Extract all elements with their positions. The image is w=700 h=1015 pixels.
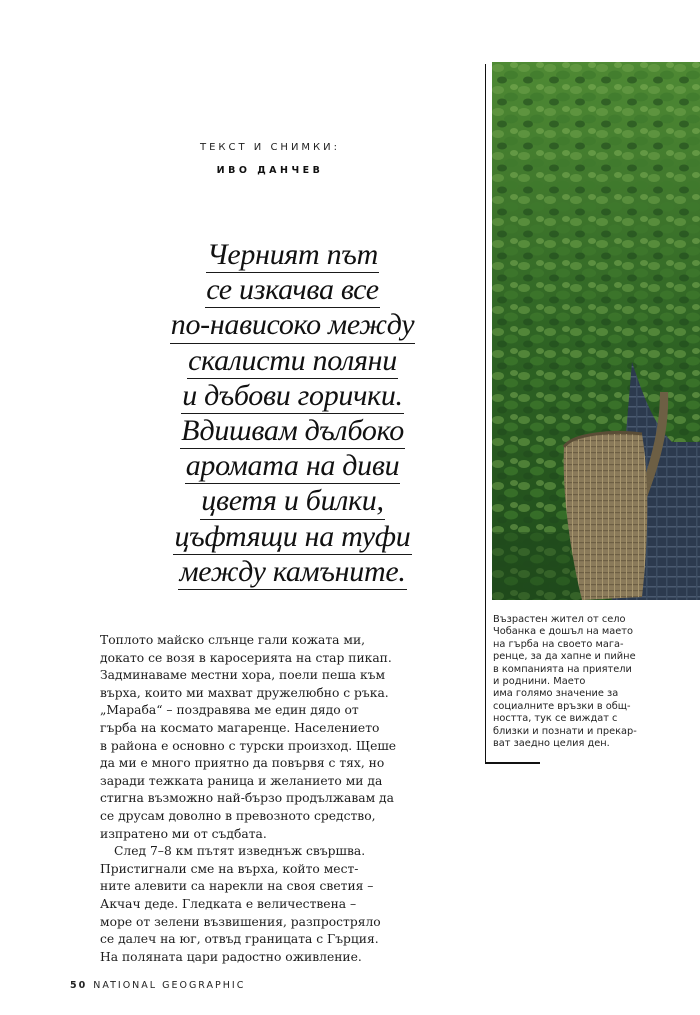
caption-rule [485, 762, 540, 764]
body-line: докато се возя в каросерията на стар пикап. [100, 650, 392, 665]
caption-line: ват заедно целия ден. [493, 738, 610, 750]
credit-label: ТЕКСТ И СНИМКИ: [199, 142, 340, 153]
caption-line: на гърба на своето мага- [493, 638, 624, 650]
body-line: стигна възможно най-бързо продължавам да [100, 791, 394, 806]
caption-line: и роднини. Маето [493, 676, 586, 688]
pull-quote-line: аромата на диви [185, 449, 401, 484]
body-line: се друсам доволно в превозното средство, [100, 808, 376, 823]
caption-line: има голямо значение за [493, 688, 619, 700]
article-paragraph [100, 843, 472, 966]
page-footer [70, 980, 245, 991]
pull-quote-line: Вдишвам дълбоко [180, 414, 405, 449]
body-line: изпратено ми от съдбата. [100, 826, 267, 841]
article-paragraph [100, 632, 472, 843]
photo-caption [493, 614, 697, 750]
caption-line: ренце, за да хапне и пийне [493, 651, 636, 663]
article-body [100, 632, 472, 966]
body-line: да ми е много приятно да повървя с тях, но [100, 756, 385, 771]
body-line: в района е основно с турски произход. Щеше [100, 738, 397, 753]
body-line: гърба на космато магаренце. Населението [100, 720, 380, 735]
pull-quote [100, 238, 485, 590]
pull-quote-line: се изкачва все [205, 273, 380, 308]
body-line: „Мараба“ – поздравява ме един дядо от [100, 703, 359, 718]
pull-quote-line: цветя и билки, [200, 484, 384, 519]
body-line: След 7–8 км пътят изведнъж свършва. [114, 844, 366, 859]
pull-quote-line: скалисти поляни [187, 344, 398, 379]
magazine-name: NATIONAL GEOGRAPHIC [93, 980, 246, 991]
article-photo [492, 62, 700, 600]
caption-line: ността, тук се виждат с [493, 713, 618, 725]
pull-quote-line: цъфтящи на туфи [173, 520, 411, 555]
body-line: Акчач деде. Гледката е величествена – [100, 896, 357, 911]
caption-line: близки и познати и прекар- [493, 725, 637, 737]
body-line: море от зелени възвишения, разпростряло [100, 914, 381, 929]
pull-quote-line: между камъните. [178, 555, 406, 590]
pull-quote-line: Черният път [206, 238, 379, 273]
caption-line: Чобанка е дошъл на маето [493, 626, 634, 638]
body-line: върха, които ми махват дружелюбно с ръка. [100, 685, 389, 700]
caption-line: Възрастен жител от село [493, 614, 626, 625]
credit-author: ИВО ДАНЧЕВ [216, 165, 324, 176]
page-number: 50 [70, 980, 88, 991]
caption-line: социалните връзки в общ- [493, 700, 631, 712]
body-line: ните алевити са нарекли на своя светия – [100, 879, 374, 894]
body-line: заради тежката раница и желанието ми да [100, 773, 383, 788]
pull-quote-line: по-нависоко между [170, 308, 415, 343]
photo-credit [100, 142, 440, 176]
body-line: се далеч на юг, отвъд границата с Гърция. [100, 932, 379, 947]
body-line: На поляната цари радостно оживление. [100, 949, 362, 964]
caption-line: в компанията на приятели [493, 663, 632, 675]
photo-illustration [492, 62, 700, 600]
body-line: Задминаваме местни хора, поели пеша към [100, 668, 386, 683]
column-divider [485, 64, 486, 764]
pull-quote-line: и дъбови горички. [181, 379, 404, 414]
body-line: Пристигнали сме на върха, който мест- [100, 861, 359, 876]
body-line: Топлото майско слънце гали кожата ми, [100, 633, 366, 647]
